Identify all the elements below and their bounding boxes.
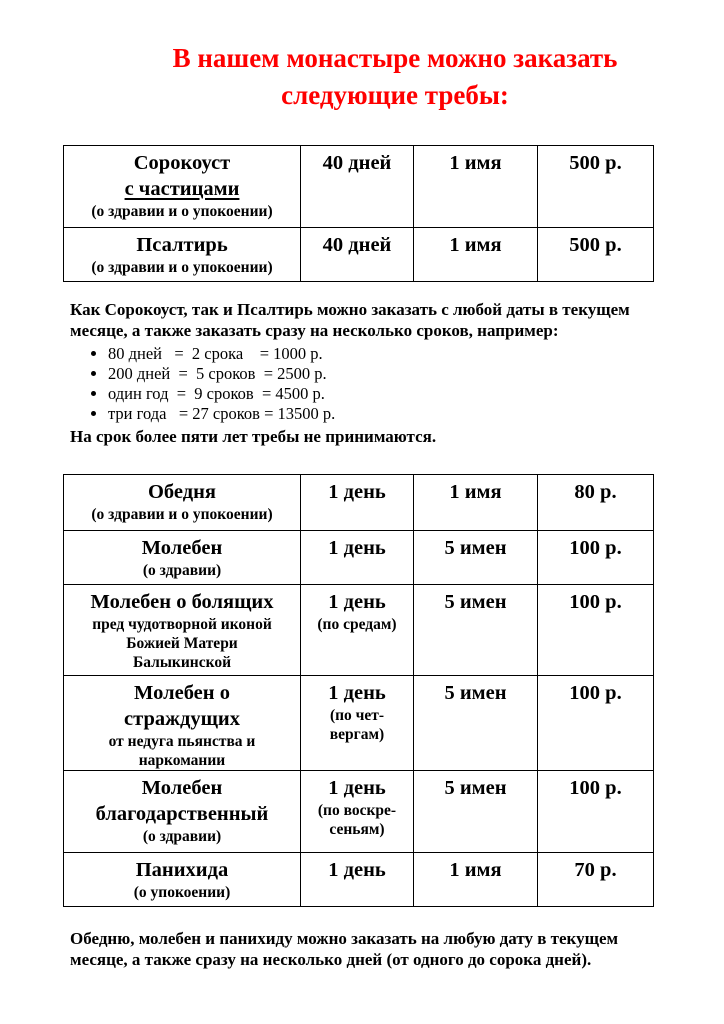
ordering-terms-block (70, 299, 650, 447)
service-name: Обедня (147, 481, 217, 503)
service-name: Молебен о (134, 682, 230, 704)
duration-value: 40 дней (322, 152, 392, 174)
price-cell (538, 771, 654, 853)
duration-note: (по чет- (329, 707, 385, 724)
duration-value: 1 день (328, 481, 386, 503)
duration-cell (301, 853, 414, 907)
price-value: 500 р. (569, 152, 622, 174)
service-name: Молебен (141, 537, 223, 559)
service-subtitle: (о здравии) (142, 828, 222, 845)
page-title-line-1: В нашем монастыре можно заказать (172, 43, 618, 73)
price-value: 100 р. (569, 591, 622, 613)
daily-services-table (63, 474, 654, 907)
duration-note: (по средам) (317, 616, 397, 633)
table-row (64, 585, 654, 676)
duration-value: 1 день (328, 859, 386, 881)
price-cell (538, 676, 654, 771)
price-value: 100 р. (569, 777, 622, 799)
names-count-value: 1 имя (449, 859, 502, 881)
list-item: • 80 дней = 2 срока = 1000 р. (108, 344, 650, 364)
service-subtitle: (о упокоении) (133, 884, 231, 901)
service-name: Молебен (141, 777, 223, 799)
names-count-cell (414, 676, 538, 771)
service-subtitle: (о здравии и о упокоении) (91, 259, 273, 276)
terms-note-text: На срок более пяти лет требы не принимаются. (70, 427, 437, 446)
service-name-underlined: с частицами (124, 178, 240, 200)
service-name-cell (64, 475, 301, 531)
service-subtitle: наркомании (138, 752, 226, 769)
duration-cell (301, 228, 414, 282)
names-count-cell (414, 853, 538, 907)
duration-note: сеньям) (329, 821, 385, 838)
list-item: • три года = 27 сроков = 13500 р. (108, 404, 650, 424)
names-count-cell (414, 475, 538, 531)
names-count-cell (414, 228, 538, 282)
names-count-value: 5 имен (444, 537, 507, 559)
price-value: 100 р. (569, 682, 622, 704)
duration-value: 1 день (328, 777, 386, 799)
price-cell (538, 228, 654, 282)
table-row (64, 676, 654, 771)
service-name: Сорокоуст (133, 152, 231, 174)
names-count-cell (414, 771, 538, 853)
service-name-cell (64, 146, 301, 228)
page-title-line-2: следующие требы: (281, 80, 509, 110)
service-subtitle: (о здравии) (142, 562, 222, 579)
service-name-cell (64, 771, 301, 853)
price-value: 500 р. (569, 234, 622, 256)
footer-note-text: Обедню, молебен и панихиду можно заказать на любую дату в текущем месяце, а также сразу на несколько дней (от одного до сорока дней). (70, 929, 619, 969)
service-name: Молебен о болящих (90, 591, 274, 613)
service-name-cell (64, 853, 301, 907)
duration-note: вергам) (329, 726, 385, 743)
service-subtitle: Божией Матери (126, 635, 238, 652)
table-row (64, 228, 654, 282)
service-name-cell (64, 228, 301, 282)
service-name: Панихида (135, 859, 229, 881)
names-count-value: 1 имя (449, 152, 502, 174)
duration-cell (301, 146, 414, 228)
duration-cell (301, 676, 414, 771)
service-name: Псалтирь (136, 234, 228, 256)
sorokoust-psaltir-table (63, 145, 654, 282)
service-name-cell (64, 585, 301, 676)
service-name: благодарственный (95, 803, 269, 825)
price-cell (538, 531, 654, 585)
service-subtitle: Балыкинской (132, 654, 231, 671)
duration-cell (301, 771, 414, 853)
terms-intro-text: Как Сорокоуст, так и Псалтирь можно заказать с любой даты в текущем месяце, а также заказать сразу на несколько сроков, например: (70, 300, 630, 340)
price-value: 80 р. (574, 481, 617, 503)
list-item: • 200 дней = 5 сроков = 2500 р. (108, 364, 650, 384)
duration-value: 1 день (328, 682, 386, 704)
table-row (64, 531, 654, 585)
service-subtitle: от недуга пьянства и (108, 733, 256, 750)
service-subtitle: (о здравии и о упокоении) (91, 506, 273, 523)
price-cell (538, 146, 654, 228)
names-count-value: 5 имен (444, 777, 507, 799)
duration-value: 1 день (328, 591, 386, 613)
table-row (64, 146, 654, 228)
price-examples-list (70, 344, 650, 424)
table-row (64, 475, 654, 531)
service-name-cell (64, 531, 301, 585)
service-subtitle: (о здравии и о упокоении) (91, 203, 273, 220)
service-subtitle: пред чудотворной иконой (92, 616, 272, 633)
names-count-cell (414, 531, 538, 585)
duration-cell (301, 585, 414, 676)
price-cell (538, 475, 654, 531)
service-name-cell (64, 676, 301, 771)
names-count-value: 1 имя (449, 234, 502, 256)
names-count-value: 5 имен (444, 591, 507, 613)
price-value: 70 р. (574, 859, 617, 881)
duration-value: 1 день (328, 537, 386, 559)
names-count-value: 5 имен (444, 682, 507, 704)
names-count-value: 1 имя (449, 481, 502, 503)
price-value: 100 р. (569, 537, 622, 559)
names-count-cell (414, 146, 538, 228)
list-item: • один год = 9 сроков = 4500 р. (108, 384, 650, 404)
duration-cell (301, 475, 414, 531)
names-count-cell (414, 585, 538, 676)
duration-note: (по воскре- (317, 802, 397, 819)
table-row (64, 853, 654, 907)
price-cell (538, 585, 654, 676)
page-title (100, 40, 690, 114)
table-row (64, 771, 654, 853)
duration-cell (301, 531, 414, 585)
duration-value: 40 дней (322, 234, 392, 256)
service-name: страждущих (124, 708, 240, 730)
price-cell (538, 853, 654, 907)
